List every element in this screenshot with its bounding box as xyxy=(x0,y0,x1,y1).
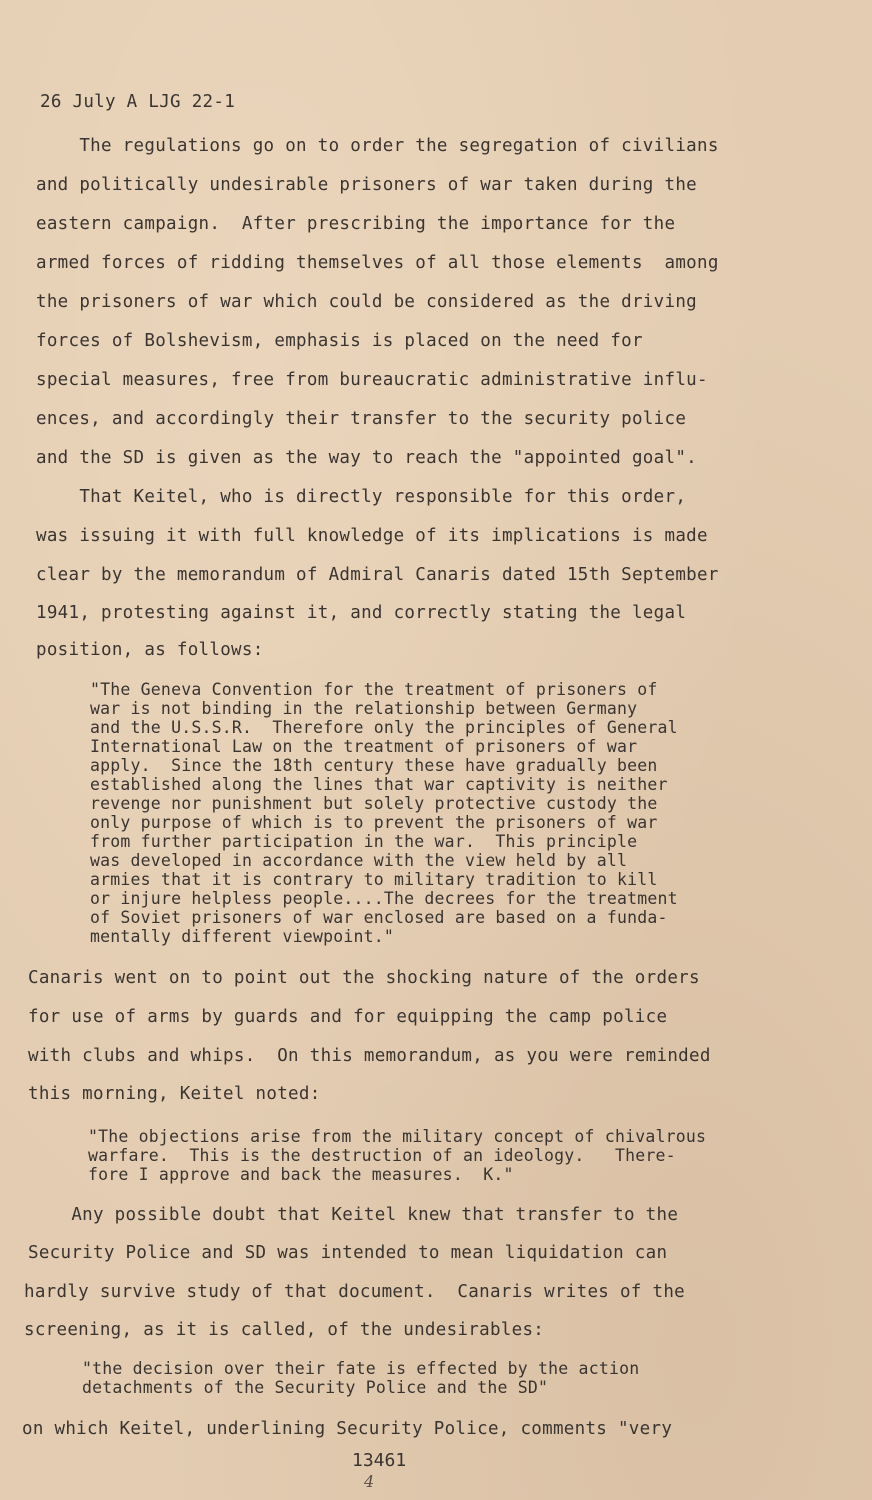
quote-line: "The Geneva Convention for the treatment of prisoners of xyxy=(90,680,658,699)
text-line: was issuing it with full knowledge of its implications is made xyxy=(36,526,708,546)
quote-line: from further participation in the war. This principle xyxy=(90,832,638,851)
text-line: hardly survive study of that document. Canaris writes of the xyxy=(24,1282,685,1302)
quote-line: "the decision over their fate is effected by the action xyxy=(82,1359,640,1378)
text-line: on which Keitel, underlining Security Police, comments "very xyxy=(22,1419,673,1439)
text-line: ences, and accordingly their transfer to the security police xyxy=(36,409,687,429)
text-line: screening, as it is called, of the undesirables: xyxy=(24,1320,545,1340)
quote-line: warfare. This is the destruction of an ideology. There- xyxy=(88,1146,676,1165)
text-line: position, as follows: xyxy=(36,640,264,660)
quote-line: apply. Since the 18th century these have gradually been xyxy=(90,756,658,775)
text-line: the prisoners of war which could be considered as the driving xyxy=(36,292,697,312)
text-line: special measures, free from bureaucratic administrative influ- xyxy=(36,370,708,390)
quote-line: detachments of the Security Police and the SD" xyxy=(82,1378,549,1397)
quote-line: only purpose of which is to prevent the prisoners of war xyxy=(90,813,658,832)
text-line: for use of arms by guards and for equipping the camp police xyxy=(28,1007,668,1027)
text-line: 1941, protesting against it, and correctly stating the legal xyxy=(36,603,687,623)
text-line: armed forces of ridding themselves of all those elements among xyxy=(36,253,719,273)
text-line: forces of Bolshevism, emphasis is placed on the need for xyxy=(36,331,643,351)
quote-line: of Soviet prisoners of war enclosed are based on a funda- xyxy=(90,908,668,927)
quote-line: fore I approve and back the measures. K." xyxy=(88,1165,514,1184)
text-line: Canaris went on to point out the shocking nature of the orders xyxy=(28,968,700,988)
text-line: and the SD is given as the way to reach the "appointed goal". xyxy=(36,448,697,468)
quote-line: or injure helpless people....The decrees for the treatment xyxy=(90,889,678,908)
quote-line: established along the lines that war captivity is neither xyxy=(90,775,668,794)
text-line: The regulations go on to order the segregation of civilians xyxy=(36,136,719,156)
text-line: this morning, Keitel noted: xyxy=(28,1084,321,1104)
quote-line: armies that it is contrary to military tradition to kill xyxy=(90,870,658,889)
text-line: with clubs and whips. On this memorandum, as you were reminded xyxy=(28,1046,711,1066)
quote-line: International Law on the treatment of prisoners of war xyxy=(90,737,638,756)
handwritten-mark: 4 xyxy=(364,1472,375,1491)
text-line: and politically undesirable prisoners of war taken during the xyxy=(36,175,697,195)
quote-line: and the U.S.S.R. Therefore only the principles of General xyxy=(90,718,678,737)
quote-line: revenge nor punishment but solely protective custody the xyxy=(90,794,658,813)
page-number: 13461 xyxy=(352,1450,407,1471)
text-line: That Keitel, who is directly responsible for this order, xyxy=(36,487,687,507)
text-line: clear by the memorandum of Admiral Canaris dated 15th September xyxy=(36,565,719,585)
text-line: Security Police and SD was intended to mean liquidation can xyxy=(28,1243,668,1263)
text-line: eastern campaign. After prescribing the importance for the xyxy=(36,214,676,234)
quote-line: war is not binding in the relationship between Germany xyxy=(90,699,638,718)
quote-line: was developed in accordance with the view held by all xyxy=(90,851,628,870)
quote-line: "The objections arise from the military concept of chivalrous xyxy=(88,1127,707,1146)
quote-line: mentally different viewpoint." xyxy=(90,927,395,946)
document-reference: 26 July A LJG 22-1 xyxy=(40,92,236,112)
text-line: Any possible doubt that Keitel knew that transfer to the xyxy=(28,1205,679,1225)
